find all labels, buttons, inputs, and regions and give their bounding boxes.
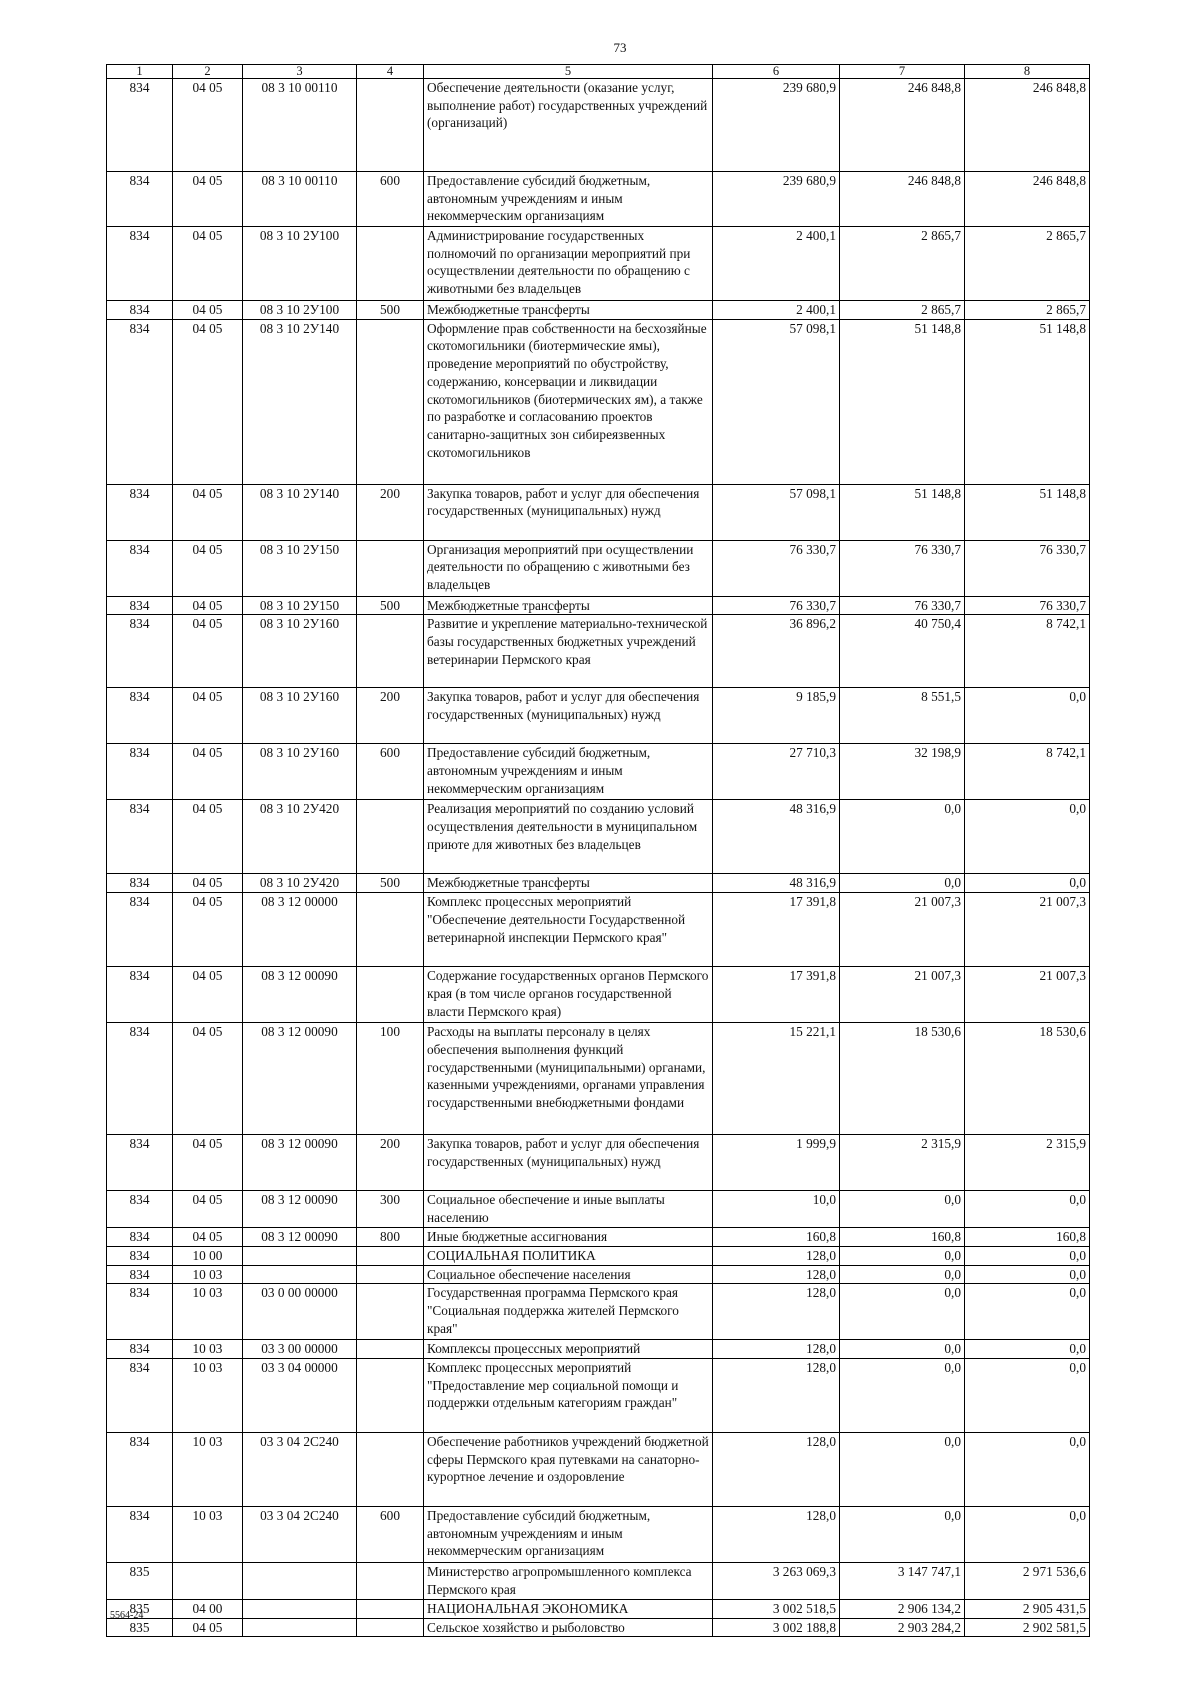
- cell-expense-type: 500: [357, 874, 424, 893]
- cell-section-code: 04 05: [173, 1618, 243, 1637]
- cell-amount-col8: 246 848,8: [965, 79, 1090, 172]
- table-row: [107, 172, 1090, 227]
- cell-target-article: 08 3 10 2У140: [243, 484, 357, 540]
- cell-section-code: 10 00: [173, 1246, 243, 1265]
- cell-description: Межбюджетные трансферты: [424, 596, 713, 615]
- cell-amount-col7: 2 865,7: [840, 301, 965, 320]
- table-row: [107, 1506, 1090, 1562]
- cell-description: Закупка товаров, работ и услуг для обеспечения государственных (муниципальных) нужд: [424, 484, 713, 540]
- cell-section-code: 04 05: [173, 301, 243, 320]
- cell-expense-type: [357, 1599, 424, 1618]
- cell-target-article: 08 3 10 2У160: [243, 615, 357, 688]
- cell-ministry-code: 834: [107, 1506, 173, 1562]
- cell-amount-col6: 3 002 188,8: [713, 1618, 840, 1637]
- cell-description: Развитие и укрепление материально-технической базы государственных бюджетных учреждений ветеринарии Пермского края: [424, 615, 713, 688]
- cell-description: Комплекс процессных мероприятий "Предоставление мер социальной помощи и поддержки отдельным категориям граждан": [424, 1358, 713, 1432]
- cell-target-article: 03 3 04 2С240: [243, 1432, 357, 1506]
- table-row: [107, 540, 1090, 596]
- cell-amount-col7: 0,0: [840, 1246, 965, 1265]
- cell-amount-col7: 2 906 134,2: [840, 1599, 965, 1618]
- cell-target-article: 08 3 12 00090: [243, 1191, 357, 1228]
- cell-amount-col6: 48 316,9: [713, 874, 840, 893]
- cell-expense-type: [357, 1246, 424, 1265]
- cell-expense-type: 500: [357, 301, 424, 320]
- cell-amount-col7: 0,0: [840, 1506, 965, 1562]
- cell-ministry-code: 834: [107, 967, 173, 1023]
- cell-amount-col7: 2 315,9: [840, 1135, 965, 1191]
- cell-amount-col7: 0,0: [840, 800, 965, 874]
- column-number: 5: [424, 65, 713, 79]
- cell-amount-col7: 0,0: [840, 874, 965, 893]
- cell-target-article: 03 3 00 00000: [243, 1340, 357, 1359]
- cell-expense-type: 600: [357, 172, 424, 227]
- cell-ministry-code: 834: [107, 1358, 173, 1432]
- cell-expense-type: [357, 1432, 424, 1506]
- cell-ministry-code: 834: [107, 227, 173, 301]
- cell-section-code: 04 05: [173, 800, 243, 874]
- table-row: [107, 1191, 1090, 1228]
- cell-section-code: 10 03: [173, 1340, 243, 1359]
- cell-amount-col8: 160,8: [965, 1228, 1090, 1247]
- cell-expense-type: [357, 319, 424, 484]
- cell-amount-col8: 51 148,8: [965, 319, 1090, 484]
- cell-target-article: 08 3 12 00090: [243, 1023, 357, 1135]
- cell-description: НАЦИОНАЛЬНАЯ ЭКОНОМИКА: [424, 1599, 713, 1618]
- cell-ministry-code: 834: [107, 172, 173, 227]
- cell-section-code: 10 03: [173, 1284, 243, 1340]
- cell-amount-col6: 57 098,1: [713, 319, 840, 484]
- cell-expense-type: 600: [357, 1506, 424, 1562]
- cell-section-code: 04 05: [173, 596, 243, 615]
- cell-section-code: [173, 1562, 243, 1599]
- cell-section-code: 04 05: [173, 484, 243, 540]
- cell-description: Обеспечение работников учреждений бюджетной сферы Пермского края путевками на санаторно-курортное лечение и оздоровление: [424, 1432, 713, 1506]
- cell-target-article: [243, 1599, 357, 1618]
- table-row: [107, 1340, 1090, 1359]
- cell-ministry-code: 835: [107, 1618, 173, 1637]
- budget-table: [106, 64, 1090, 1637]
- table-body: [107, 79, 1090, 1637]
- cell-ministry-code: 834: [107, 744, 173, 800]
- cell-amount-col8: 0,0: [965, 1191, 1090, 1228]
- cell-amount-col8: 8 742,1: [965, 744, 1090, 800]
- cell-section-code: 04 05: [173, 688, 243, 744]
- table-row: [107, 1228, 1090, 1247]
- cell-amount-col6: 76 330,7: [713, 596, 840, 615]
- cell-ministry-code: 834: [107, 301, 173, 320]
- table-row: [107, 744, 1090, 800]
- cell-amount-col8: 0,0: [965, 874, 1090, 893]
- cell-amount-col7: 0,0: [840, 1191, 965, 1228]
- cell-description: Закупка товаров, работ и услуг для обеспечения государственных (муниципальных) нужд: [424, 1135, 713, 1191]
- cell-section-code: 04 05: [173, 744, 243, 800]
- cell-ministry-code: 834: [107, 596, 173, 615]
- cell-description: Оформление прав собственности на бесхозяйные скотомогильники (биотермические ямы), проведение мероприятий по обустройству, содержанию, консервации и ликвидации скотомогильников (биотермических ям), а также по разработке и согласованию проектов санитарно-защитных зон сибиреязвенных скотомогильников: [424, 319, 713, 484]
- cell-ministry-code: 834: [107, 1228, 173, 1247]
- table-row: [107, 1432, 1090, 1506]
- cell-amount-col7: 0,0: [840, 1284, 965, 1340]
- cell-expense-type: [357, 1284, 424, 1340]
- table-row: [107, 688, 1090, 744]
- cell-amount-col7: 246 848,8: [840, 79, 965, 172]
- cell-ministry-code: 835: [107, 1562, 173, 1599]
- cell-amount-col6: 160,8: [713, 1228, 840, 1247]
- cell-amount-col8: 0,0: [965, 1432, 1090, 1506]
- cell-amount-col6: 76 330,7: [713, 540, 840, 596]
- cell-ministry-code: 834: [107, 1340, 173, 1359]
- cell-expense-type: [357, 540, 424, 596]
- cell-expense-type: [357, 1358, 424, 1432]
- table-row: [107, 1023, 1090, 1135]
- cell-description: Предоставление субсидий бюджетным, автономным учреждениям и иным некоммерческим организациям: [424, 172, 713, 227]
- table-row: [107, 596, 1090, 615]
- cell-target-article: 08 3 10 2У100: [243, 227, 357, 301]
- cell-description: Организация мероприятий при осуществлении деятельности по обращению с животными без владельцев: [424, 540, 713, 596]
- cell-amount-col8: 0,0: [965, 1358, 1090, 1432]
- cell-section-code: 10 03: [173, 1358, 243, 1432]
- cell-description: Администрирование государственных полномочий по организации мероприятий при осуществлении деятельности по обращению с животными без владельцев: [424, 227, 713, 301]
- cell-section-code: 10 03: [173, 1265, 243, 1284]
- table-row: [107, 301, 1090, 320]
- cell-target-article: [243, 1246, 357, 1265]
- cell-ministry-code: 834: [107, 615, 173, 688]
- column-number: 3: [243, 65, 357, 79]
- cell-target-article: 08 3 10 2У420: [243, 874, 357, 893]
- cell-expense-type: 100: [357, 1023, 424, 1135]
- cell-description: Расходы на выплаты персоналу в целях обеспечения выполнения функций государственными (муниципальными) органами, казенными учреждениями, органами управления государственными внебюджетными фондами: [424, 1023, 713, 1135]
- table-row: [107, 484, 1090, 540]
- cell-amount-col7: 3 147 747,1: [840, 1562, 965, 1599]
- cell-expense-type: [357, 1562, 424, 1599]
- cell-amount-col8: 76 330,7: [965, 540, 1090, 596]
- cell-amount-col7: 160,8: [840, 1228, 965, 1247]
- cell-ministry-code: 834: [107, 1432, 173, 1506]
- cell-target-article: 03 3 04 00000: [243, 1358, 357, 1432]
- cell-section-code: 10 03: [173, 1432, 243, 1506]
- cell-amount-col8: 18 530,6: [965, 1023, 1090, 1135]
- cell-amount-col8: 0,0: [965, 800, 1090, 874]
- cell-amount-col8: 51 148,8: [965, 484, 1090, 540]
- column-number: 8: [965, 65, 1090, 79]
- cell-amount-col6: 57 098,1: [713, 484, 840, 540]
- table-row: [107, 227, 1090, 301]
- cell-expense-type: [357, 1265, 424, 1284]
- cell-amount-col7: 2 865,7: [840, 227, 965, 301]
- cell-expense-type: [357, 967, 424, 1023]
- cell-amount-col7: 76 330,7: [840, 596, 965, 615]
- table-row: [107, 967, 1090, 1023]
- cell-target-article: 08 3 10 2У150: [243, 540, 357, 596]
- table-row: [107, 1265, 1090, 1284]
- cell-amount-col6: 17 391,8: [713, 967, 840, 1023]
- cell-amount-col6: 1 999,9: [713, 1135, 840, 1191]
- cell-ministry-code: 834: [107, 688, 173, 744]
- cell-amount-col6: 3 002 518,5: [713, 1599, 840, 1618]
- table-row: [107, 1562, 1090, 1599]
- cell-ministry-code: 834: [107, 319, 173, 484]
- cell-amount-col7: 0,0: [840, 1340, 965, 1359]
- cell-amount-col7: 2 903 284,2: [840, 1618, 965, 1637]
- cell-amount-col7: 21 007,3: [840, 967, 965, 1023]
- cell-ministry-code: 834: [107, 893, 173, 967]
- cell-section-code: 04 05: [173, 1023, 243, 1135]
- cell-target-article: 08 3 10 00110: [243, 172, 357, 227]
- cell-target-article: 08 3 10 00110: [243, 79, 357, 172]
- cell-target-article: 08 3 12 00090: [243, 1228, 357, 1247]
- cell-target-article: [243, 1562, 357, 1599]
- column-number: 1: [107, 65, 173, 79]
- cell-amount-col6: 2 400,1: [713, 301, 840, 320]
- cell-amount-col6: 27 710,3: [713, 744, 840, 800]
- cell-ministry-code: 834: [107, 1284, 173, 1340]
- cell-target-article: [243, 1265, 357, 1284]
- cell-target-article: 08 3 12 00090: [243, 1135, 357, 1191]
- cell-section-code: 04 05: [173, 79, 243, 172]
- cell-amount-col6: 128,0: [713, 1358, 840, 1432]
- cell-amount-col8: 246 848,8: [965, 172, 1090, 227]
- cell-amount-col8: 2 905 431,5: [965, 1599, 1090, 1618]
- cell-amount-col7: 32 198,9: [840, 744, 965, 800]
- cell-section-code: 04 05: [173, 540, 243, 596]
- cell-amount-col6: 48 316,9: [713, 800, 840, 874]
- column-number: 7: [840, 65, 965, 79]
- cell-amount-col6: 3 263 069,3: [713, 1562, 840, 1599]
- cell-amount-col8: 76 330,7: [965, 596, 1090, 615]
- cell-ministry-code: 834: [107, 1023, 173, 1135]
- column-number: 6: [713, 65, 840, 79]
- cell-ministry-code: 834: [107, 1135, 173, 1191]
- cell-section-code: 04 05: [173, 319, 243, 484]
- cell-ministry-code: 834: [107, 1246, 173, 1265]
- cell-amount-col6: 128,0: [713, 1284, 840, 1340]
- cell-target-article: [243, 1618, 357, 1637]
- cell-amount-col8: 2 865,7: [965, 227, 1090, 301]
- column-number-row: [107, 65, 1090, 79]
- table-row: [107, 800, 1090, 874]
- cell-amount-col7: 40 750,4: [840, 615, 965, 688]
- cell-amount-col6: 15 221,1: [713, 1023, 840, 1135]
- cell-target-article: 08 3 10 2У150: [243, 596, 357, 615]
- cell-section-code: 04 05: [173, 227, 243, 301]
- cell-section-code: 04 00: [173, 1599, 243, 1618]
- cell-ministry-code: 834: [107, 1191, 173, 1228]
- cell-amount-col7: 0,0: [840, 1432, 965, 1506]
- column-number: 4: [357, 65, 424, 79]
- cell-amount-col8: 2 971 536,6: [965, 1562, 1090, 1599]
- cell-expense-type: 800: [357, 1228, 424, 1247]
- cell-amount-col6: 2 400,1: [713, 227, 840, 301]
- cell-ministry-code: 834: [107, 1265, 173, 1284]
- column-number: 2: [173, 65, 243, 79]
- cell-amount-col6: 239 680,9: [713, 79, 840, 172]
- cell-section-code: 04 05: [173, 1135, 243, 1191]
- document-code: 5564-24: [110, 1610, 144, 1621]
- cell-amount-col8: 0,0: [965, 1340, 1090, 1359]
- cell-amount-col8: 0,0: [965, 1284, 1090, 1340]
- cell-section-code: 04 05: [173, 615, 243, 688]
- cell-section-code: 04 05: [173, 1228, 243, 1247]
- cell-amount-col7: 0,0: [840, 1265, 965, 1284]
- cell-description: Комплексы процессных мероприятий: [424, 1340, 713, 1359]
- cell-amount-col7: 18 530,6: [840, 1023, 965, 1135]
- cell-expense-type: [357, 800, 424, 874]
- cell-ministry-code: 834: [107, 79, 173, 172]
- cell-expense-type: [357, 1618, 424, 1637]
- cell-amount-col6: 128,0: [713, 1265, 840, 1284]
- cell-ministry-code: 835: [107, 1599, 173, 1618]
- cell-amount-col8: 21 007,3: [965, 893, 1090, 967]
- table-row: [107, 874, 1090, 893]
- table-row: [107, 893, 1090, 967]
- cell-description: Министерство агропромышленного комплекса Пермского края: [424, 1562, 713, 1599]
- cell-section-code: 04 05: [173, 172, 243, 227]
- cell-amount-col8: 8 742,1: [965, 615, 1090, 688]
- cell-description: Социальное обеспечение и иные выплаты населению: [424, 1191, 713, 1228]
- cell-expense-type: 200: [357, 484, 424, 540]
- cell-description: Социальное обеспечение населения: [424, 1265, 713, 1284]
- cell-amount-col7: 51 148,8: [840, 484, 965, 540]
- cell-expense-type: 200: [357, 1135, 424, 1191]
- cell-amount-col6: 128,0: [713, 1506, 840, 1562]
- cell-amount-col8: 21 007,3: [965, 967, 1090, 1023]
- cell-amount-col6: 239 680,9: [713, 172, 840, 227]
- cell-amount-col8: 2 902 581,5: [965, 1618, 1090, 1637]
- cell-ministry-code: 834: [107, 484, 173, 540]
- cell-target-article: 08 3 12 00090: [243, 967, 357, 1023]
- cell-amount-col7: 246 848,8: [840, 172, 965, 227]
- cell-expense-type: 200: [357, 688, 424, 744]
- cell-amount-col7: 0,0: [840, 1358, 965, 1432]
- cell-expense-type: [357, 893, 424, 967]
- cell-amount-col6: 36 896,2: [713, 615, 840, 688]
- cell-ministry-code: 834: [107, 874, 173, 893]
- cell-amount-col6: 128,0: [713, 1432, 840, 1506]
- table-row: [107, 1358, 1090, 1432]
- cell-description: Государственная программа Пермского края "Социальная поддержка жителей Пермского края": [424, 1284, 713, 1340]
- cell-description: Межбюджетные трансферты: [424, 301, 713, 320]
- cell-amount-col7: 76 330,7: [840, 540, 965, 596]
- cell-ministry-code: 834: [107, 540, 173, 596]
- table-row: [107, 615, 1090, 688]
- table-row: [107, 1135, 1090, 1191]
- table-row: [107, 1618, 1090, 1637]
- cell-amount-col8: 2 865,7: [965, 301, 1090, 320]
- cell-section-code: 04 05: [173, 874, 243, 893]
- cell-description: Межбюджетные трансферты: [424, 874, 713, 893]
- cell-expense-type: [357, 227, 424, 301]
- table-row: [107, 79, 1090, 172]
- cell-target-article: 08 3 10 2У420: [243, 800, 357, 874]
- cell-description: Закупка товаров, работ и услуг для обеспечения государственных (муниципальных) нужд: [424, 688, 713, 744]
- table-row: [107, 1599, 1090, 1618]
- cell-target-article: 03 0 00 00000: [243, 1284, 357, 1340]
- cell-description: Реализация мероприятий по созданию условий осуществления деятельности в муниципальном приюте для животных без владельцев: [424, 800, 713, 874]
- page-number: 73: [613, 40, 627, 55]
- cell-amount-col8: 0,0: [965, 1265, 1090, 1284]
- cell-target-article: 08 3 10 2У100: [243, 301, 357, 320]
- cell-amount-col7: 8 551,5: [840, 688, 965, 744]
- cell-amount-col6: 128,0: [713, 1246, 840, 1265]
- cell-amount-col6: 10,0: [713, 1191, 840, 1228]
- cell-expense-type: 600: [357, 744, 424, 800]
- cell-target-article: 08 3 10 2У160: [243, 688, 357, 744]
- table-row: [107, 1246, 1090, 1265]
- cell-amount-col8: 0,0: [965, 1506, 1090, 1562]
- cell-amount-col7: 21 007,3: [840, 893, 965, 967]
- table-row: [107, 1284, 1090, 1340]
- cell-description: Содержание государственных органов Пермского края (в том числе органов государственной власти Пермского края): [424, 967, 713, 1023]
- cell-description: Предоставление субсидий бюджетным, автономным учреждениям и иным некоммерческим организациям: [424, 744, 713, 800]
- cell-description: СОЦИАЛЬНАЯ ПОЛИТИКА: [424, 1246, 713, 1265]
- cell-section-code: 04 05: [173, 1191, 243, 1228]
- cell-target-article: 03 3 04 2С240: [243, 1506, 357, 1562]
- cell-expense-type: 300: [357, 1191, 424, 1228]
- cell-amount-col6: 128,0: [713, 1340, 840, 1359]
- cell-section-code: 10 03: [173, 1506, 243, 1562]
- cell-expense-type: [357, 79, 424, 172]
- cell-amount-col8: 0,0: [965, 1246, 1090, 1265]
- cell-description: Сельское хозяйство и рыболовство: [424, 1618, 713, 1637]
- cell-target-article: 08 3 10 2У140: [243, 319, 357, 484]
- cell-description: Иные бюджетные ассигнования: [424, 1228, 713, 1247]
- cell-ministry-code: 834: [107, 800, 173, 874]
- cell-expense-type: [357, 615, 424, 688]
- table-row: [107, 319, 1090, 484]
- cell-section-code: 04 05: [173, 893, 243, 967]
- cell-target-article: 08 3 12 00000: [243, 893, 357, 967]
- cell-description: Обеспечение деятельности (оказание услуг, выполнение работ) государственных учреждений (организаций): [424, 79, 713, 172]
- cell-section-code: 04 05: [173, 967, 243, 1023]
- cell-description: Комплекс процессных мероприятий "Обеспечение деятельности Государственной ветеринарной инспекции Пермского края": [424, 893, 713, 967]
- cell-amount-col8: 2 315,9: [965, 1135, 1090, 1191]
- cell-amount-col7: 51 148,8: [840, 319, 965, 484]
- cell-amount-col6: 17 391,8: [713, 893, 840, 967]
- cell-amount-col8: 0,0: [965, 688, 1090, 744]
- cell-expense-type: [357, 1340, 424, 1359]
- cell-expense-type: 500: [357, 596, 424, 615]
- cell-target-article: 08 3 10 2У160: [243, 744, 357, 800]
- cell-amount-col6: 9 185,9: [713, 688, 840, 744]
- cell-description: Предоставление субсидий бюджетным, автономным учреждениям и иным некоммерческим организациям: [424, 1506, 713, 1562]
